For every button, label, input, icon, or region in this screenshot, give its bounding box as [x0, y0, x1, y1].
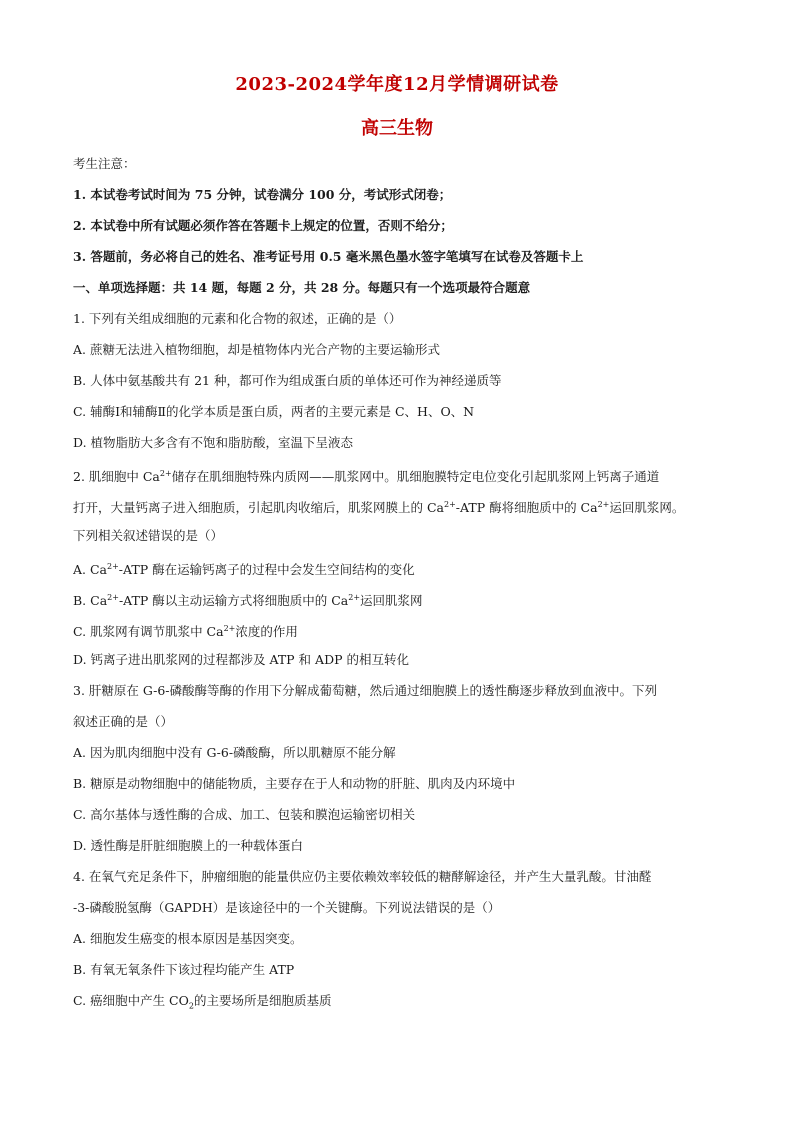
- q2-stem-text: 运回肌浆网。: [609, 500, 685, 516]
- exam-title: 2023-2024学年度12月学情调研试卷: [235, 74, 559, 95]
- q2-option-text: -ATP 酶在运输钙离子的过程中会发生空间结构的变化: [118, 562, 415, 578]
- q2-stem-line-2: [73, 489, 733, 520]
- q4-option-b: B. 有氧无氧条件下该过程均能产生 ATP: [73, 962, 295, 977]
- q1-stem: 1. 下列有关组成细胞的元素和化合物的叙述，正确的是（）: [73, 311, 402, 326]
- q2-stem-line-3: 下列相关叙述错误的是（）: [73, 528, 224, 543]
- q2-option-text: C. 肌浆网有调节肌浆中 Ca: [73, 624, 224, 640]
- q2-option-text: 运回肌浆网: [360, 593, 423, 609]
- q3-option-b: B. 糖原是动物细胞中的储能物质，主要存在于人和动物的肝脏、肌肉及内环境中: [73, 776, 516, 791]
- ion-charge: 2+: [107, 593, 119, 602]
- q3-stem-line-1: 3. 肝糖原在 G-6-磷酸酶等酶的作用下分解成葡萄糖，然后通过细胞膜上的透性酶逐步释放到血液中。下列: [73, 683, 657, 698]
- q2-option-c: [73, 613, 733, 644]
- exam-body: [73, 148, 733, 1016]
- q4-option-c: [73, 985, 733, 1016]
- q2-option-text: 浓度的作用: [235, 624, 298, 640]
- q3-option-a: A. 因为肌肉细胞中没有 G-6-磷酸酶，所以肌糖原不能分解: [73, 745, 396, 760]
- q3-stem-line-2: 叙述正确的是（）: [73, 714, 174, 729]
- ion-charge: 2+: [444, 500, 456, 509]
- q2-stem-text: 2. 肌细胞中 Ca: [73, 469, 160, 485]
- exam-subject: 高三生物: [361, 118, 433, 139]
- q2-stem-text: 储存在肌细胞特殊内质网——肌浆网中。肌细胞膜特定电位变化引起肌浆网上钙离子通道: [171, 469, 660, 485]
- q2-option-a: [73, 551, 733, 582]
- q4-stem-line-2: -3-磷酸脱氢酶（GAPDH）是该途径中的一个关键酶。下列说法错误的是（）: [73, 900, 501, 915]
- q4-option-text: 的主要场所是细胞质基质: [193, 993, 332, 1008]
- ion-charge: 2+: [159, 469, 172, 478]
- q2-option-text: B. Ca: [73, 593, 108, 609]
- q2-option-b: [73, 582, 733, 613]
- q1-option-d: D. 植物脂肪大多含有不饱和脂肪酸，室温下呈液态: [73, 435, 354, 450]
- notice-heading: 考生注意：: [73, 156, 136, 171]
- q4-option-text: C. 癌细胞中产生 CO: [73, 993, 189, 1008]
- ion-charge: 2+: [348, 593, 361, 602]
- q2-stem-line-1: [73, 458, 733, 489]
- ion-charge: 2+: [107, 562, 119, 571]
- ion-charge: 2+: [597, 500, 610, 509]
- q4-option-a: A. 细胞发生癌变的根本原因是基因突变。: [73, 931, 303, 946]
- q1-option-c: C. 辅酶Ⅰ和辅酶Ⅱ的化学本质是蛋白质，两者的主要元素是 C、H、O、N: [73, 404, 475, 419]
- q3-option-c: C. 高尔基体与透性酶的合成、加工、包装和膜泡运输密切相关: [73, 807, 416, 822]
- notice-item-2: 2. 本试卷中所有试题必须作答在答题卡上规定的位置，否则不给分；: [73, 218, 453, 233]
- notice-item-1: 1. 本试卷考试时间为 75 分钟，试卷满分 100 分，考试形式闭卷；: [73, 187, 452, 202]
- q2-stem-text: 打开，大量钙离子进入细胞质，引起肌肉收缩后，肌浆网膜上的 Ca: [73, 500, 444, 516]
- q2-option-text: A. Ca: [73, 562, 107, 578]
- q4-stem-line-1: 4. 在氧气充足条件下，肿瘤细胞的能量供应仍主要依赖效率较低的糖酵解途径，并产生大量乳酸。甘油醛: [73, 869, 652, 884]
- section-heading: 一、单项选择题：共 14 题，每题 2 分，共 28 分。每题只有一个选项最符合题意: [73, 280, 531, 295]
- q1-option-b: B. 人体中氨基酸共有 21 种，都可作为组成蛋白质的单体还可作为神经递质等: [73, 373, 502, 388]
- q3-option-d: D. 透性酶是肝脏细胞膜上的一种载体蛋白: [73, 838, 304, 853]
- q1-option-a: A. 蔗糖无法进入植物细胞，却是植物体内光合产物的主要运输形式: [73, 342, 440, 357]
- q2-option-d: D. 钙离子进出肌浆网的过程都涉及 ATP 和 ADP 的相互转化: [73, 652, 409, 667]
- subscript: 2: [188, 1001, 194, 1011]
- q2-option-text: -ATP 酶以主动运输方式将细胞质中的 Ca: [118, 593, 349, 609]
- notice-item-3: 3. 答题前，务必将自己的姓名、准考证号用 0.5 毫米黑色墨水签字笔填写在试卷及答题卡上: [73, 249, 584, 264]
- ion-charge: 2+: [223, 624, 236, 633]
- q2-stem-text: -ATP 酶将细胞质中的 Ca: [455, 500, 598, 516]
